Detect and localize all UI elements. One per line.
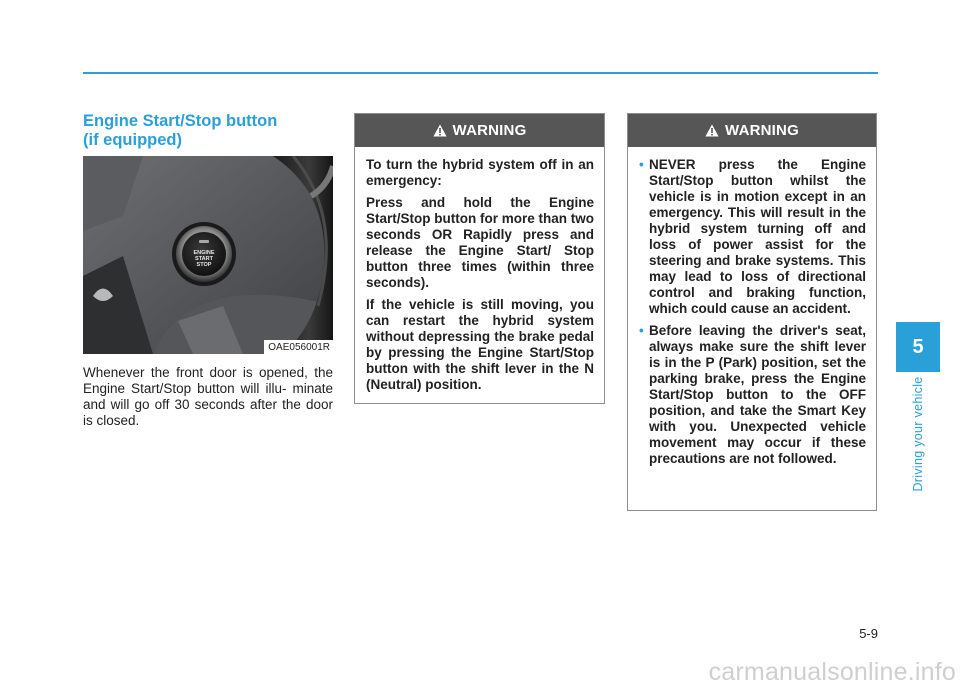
warning-header-2: [628, 114, 876, 147]
warning2-bullet: [639, 323, 866, 467]
warning-box-1: [354, 113, 605, 404]
bullet-dot-icon: •: [639, 323, 644, 338]
warning2-list: [639, 157, 866, 467]
section-title: [83, 112, 333, 150]
warning-heading-1: WARNING: [452, 122, 527, 139]
warning-triangle-icon: [705, 124, 719, 137]
button-text-line3: STOP: [196, 262, 212, 268]
warning-heading-2: WARNING: [725, 122, 799, 139]
top-rule: [83, 72, 878, 74]
chapter-number-tab: 5: [896, 322, 940, 372]
chapter-name: Driving your vehicle: [911, 376, 925, 492]
bullet-dot-icon: •: [639, 157, 644, 172]
warning2-bullet-text: NEVER press the Engine Start/Stop button whilst the vehicle is in motion except in an emergency. This will result in the hybrid system turning off and loss of power assist for the steering and brake systems. This may lead to loss of directional control and braking function, which could cause an accident.: [649, 157, 866, 316]
dashboard-illustration: [83, 156, 333, 354]
section-title-line2: (if equipped): [83, 131, 182, 149]
warning-box-2: [627, 113, 877, 511]
warning-body-2: [628, 147, 876, 477]
page-number: 5-9: [859, 626, 878, 641]
photo-code: OAE056001R: [264, 340, 333, 354]
warning-body-1: [355, 147, 604, 403]
warning1-paragraph: To turn the hybrid system off in an emergency:: [366, 157, 594, 188]
button-text-line2: START: [195, 256, 213, 262]
section-title-line1: Engine Start/Stop button: [83, 112, 278, 130]
button-text-line1: ENGINE: [193, 250, 215, 256]
body-text: Whenever the front door is opened, the Engine Start/Stop button will illu- minate and will go off 30 seconds after the door is closed.: [83, 365, 333, 428]
warning2-bullet-text: Before leaving the driver's seat, always make sure the shift lever is in the P (Park) position, set the parking brake, press the Engine Start/Stop button to the OFF position, and take the Smart Key with you. Unexpected vehicle movement may occur if these precautions are not followed.: [649, 323, 866, 466]
watermark: carmanualsonline.info: [708, 658, 956, 686]
warning1-paragraph: If the vehicle is still moving, you can restart the hybrid system without depressing the brake pedal by pressing the Engine Start/Stop button with the shift lever in the N (Neutral) position.: [366, 297, 594, 392]
warning-header-1: [355, 114, 604, 147]
warning2-bullet: [639, 157, 866, 317]
warning-triangle-icon: [433, 124, 447, 137]
warning1-paragraph: Press and hold the Engine Start/Stop button for more than two seconds OR Rapidly press and release the Engine Start/ Stop button three times (within three seconds).: [366, 195, 594, 290]
engine-button-photo: [83, 156, 333, 354]
